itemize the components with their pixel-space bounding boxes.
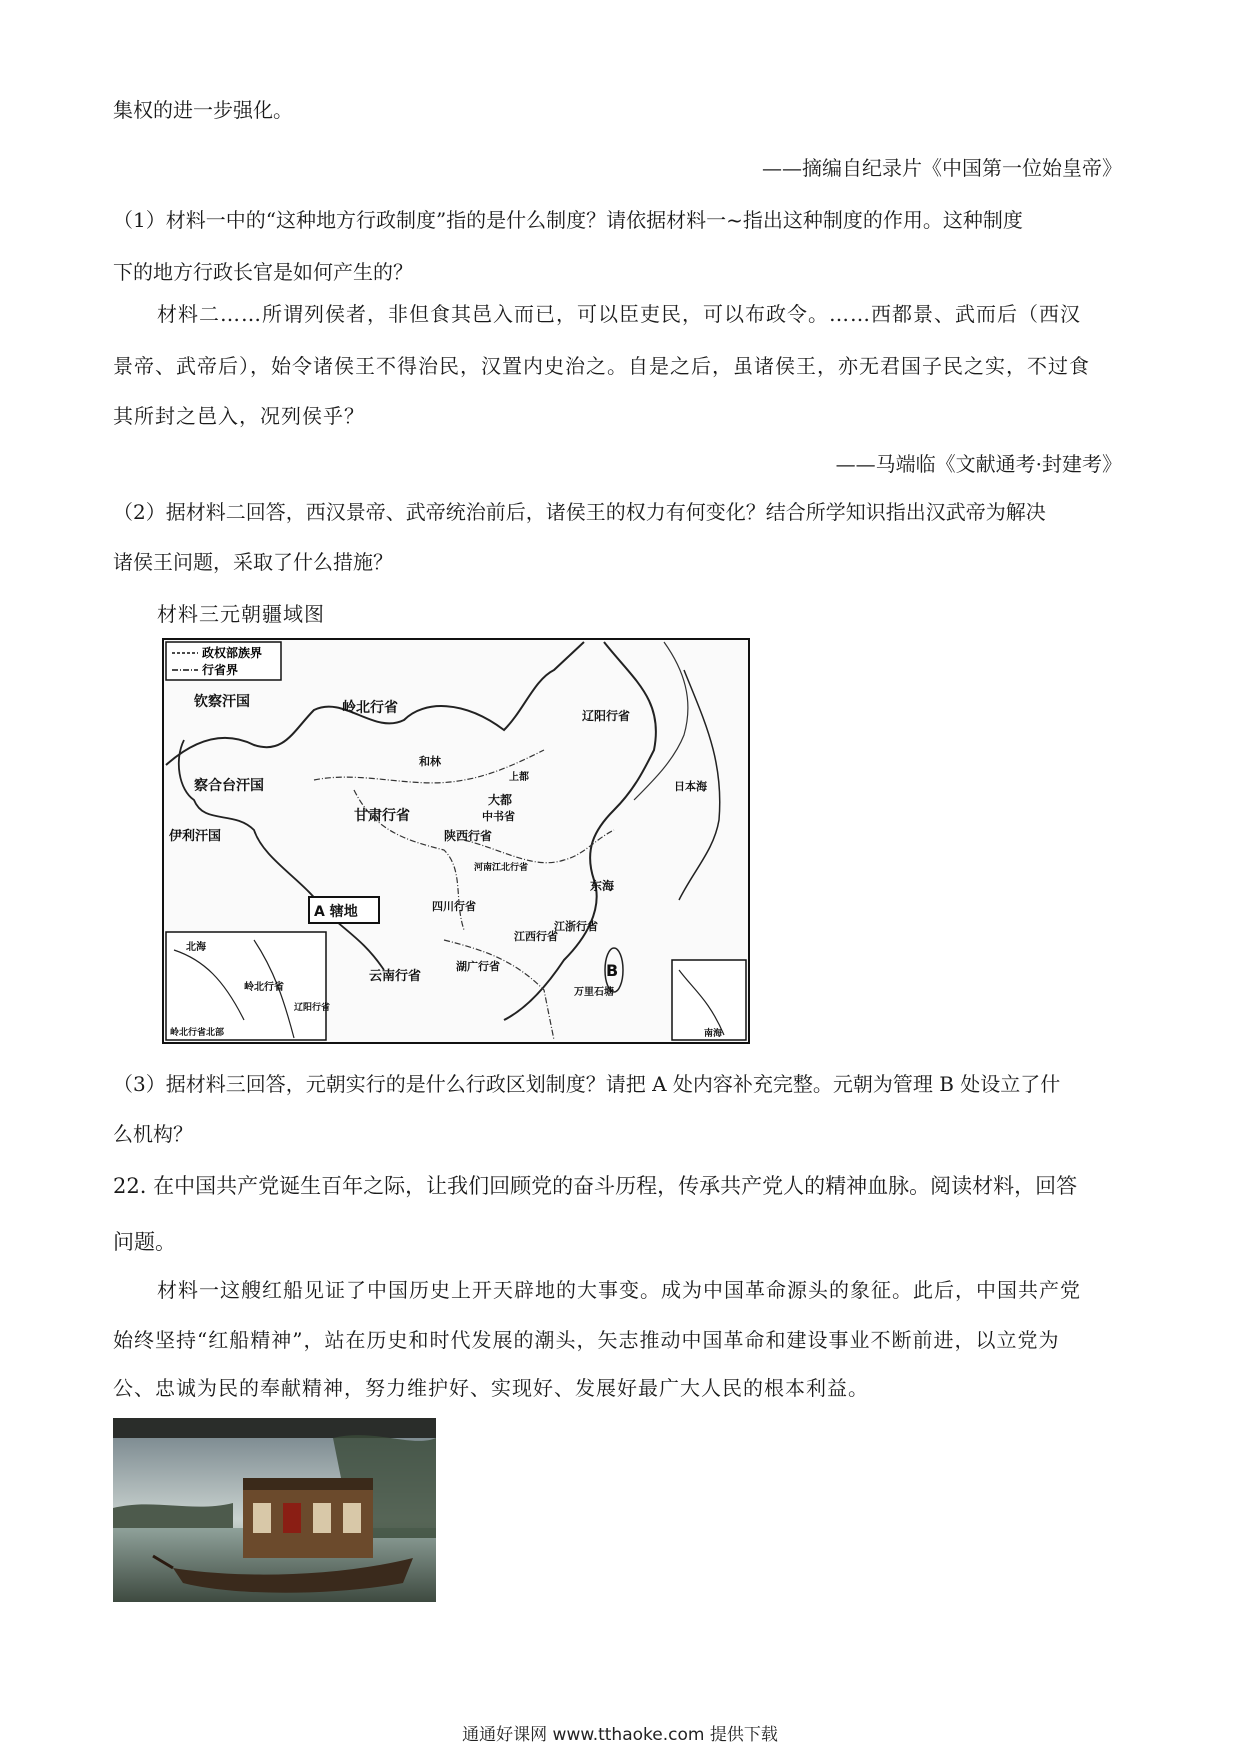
source-citation: ——马端临《文献通考·封建考》 (835, 452, 1122, 476)
map-label: 伊利汗国 (169, 829, 222, 844)
map-label: 江西行省 (514, 930, 558, 943)
question-22-line-2: 问题。 (113, 1230, 176, 1254)
yuan-dynasty-map (162, 638, 750, 1044)
material-2-line-1: 材料二……所谓列侯者，非但食其邑入而已，可以臣吏民，可以布政令。……西都景、武而后（西汉 (157, 302, 1081, 326)
material-2-line-2: 景帝、武帝后），始令诸侯王不得治民，汉置内史治之。自是之后，虽诸侯王，亦无君国子民之实，不过食 (113, 354, 1090, 378)
map-label: 岭北行省北部 (170, 1028, 225, 1038)
map-label: 钦察汗国 (194, 694, 250, 710)
map-label: 辽阳行省 (294, 1003, 331, 1013)
legend-province: 行省界 (202, 663, 239, 677)
map-label: 察合台汗国 (194, 778, 264, 794)
map-label: 和林 (419, 755, 441, 768)
text-line: 集权的进一步强化。 (113, 98, 293, 122)
material-3-title: 材料三元朝疆域图 (157, 602, 325, 626)
map-label: 中书省 (482, 810, 515, 823)
question-3-line-1: （3）据材料三回答，元朝实行的是什么行政区划制度？请把 A 处内容补充完整。元朝为管理 B 处设立了什 (113, 1072, 1061, 1096)
red-boat-photo (113, 1418, 436, 1602)
map-label: 岭北行省 (244, 982, 284, 993)
map-label: 上都 (509, 772, 529, 783)
material-1-line-3: 公、忠诚为民的奉献精神，努力维护好、实现好、发展好最广大人民的根本利益。 (113, 1376, 869, 1400)
question-3-line-2: 么机构？ (113, 1122, 193, 1146)
map-label: 辽阳行省 (582, 709, 631, 723)
map-label: 陕西行省 (444, 829, 493, 843)
map-label: 甘肃行省 (354, 808, 410, 824)
map-label-b: B (606, 961, 619, 980)
map-label: 南海 (704, 1029, 723, 1039)
source-citation: ——摘编自纪录片《中国第一位始皇帝》 (762, 156, 1122, 180)
question-22-line-1: 22. 在中国共产党诞生百年之际，让我们回顾党的奋斗历程，传承共产党人的精神血脉。阅读材料，回答 (113, 1174, 1078, 1198)
map-label: 岭北行省 (342, 700, 398, 716)
map-label: 江浙行省 (554, 920, 598, 933)
map-label: 东海 (590, 879, 615, 893)
map-label: 云南行省 (369, 969, 422, 984)
material-1-line-2: 始终坚持“红船精神”，站在历史和时代发展的潮头，矢志推动中国革命和建设事业不断前进，以立党为 (113, 1328, 1060, 1352)
map-label: 日本海 (674, 780, 707, 793)
material-1-line-1: 材料一这艘红船见证了中国历史上开天辟地的大事变。成为中国革命源头的象征。此后，中国共产党 (157, 1278, 1081, 1302)
question-1-line-1: （1）材料一中的“这种地方行政制度”指的是什么制度？请依据材料一~指出这种制度的作用。这种制度 (113, 208, 1023, 232)
material-2-line-3: 其所封之邑入，况列侯乎？ (113, 404, 365, 428)
map-label: 湖广行省 (456, 960, 500, 973)
page-footer: 通通好课网 www.tthaoke.com 提供下载 (462, 1725, 778, 1745)
map-label-a: A 辖地 (314, 904, 358, 920)
map-label: 北海 (186, 942, 206, 953)
map-label: 万里石塘 (574, 987, 614, 998)
question-1-line-2: 下的地方行政长官是如何产生的？ (113, 260, 413, 284)
map-label: 河南江北行省 (474, 863, 529, 873)
question-2-line-1: （2）据材料二回答，西汉景帝、武帝统治前后，诸侯王的权力有何变化？结合所学知识指出汉武帝为解决 (113, 500, 1046, 524)
question-2-line-2: 诸侯王问题，采取了什么措施？ (113, 550, 393, 574)
map-label: 大都 (488, 793, 513, 807)
map-label: 四川行省 (432, 900, 476, 913)
legend-boundary: 政权部族界 (202, 646, 263, 660)
red-boat-image (113, 1418, 436, 1602)
map-drawing (164, 640, 748, 1042)
